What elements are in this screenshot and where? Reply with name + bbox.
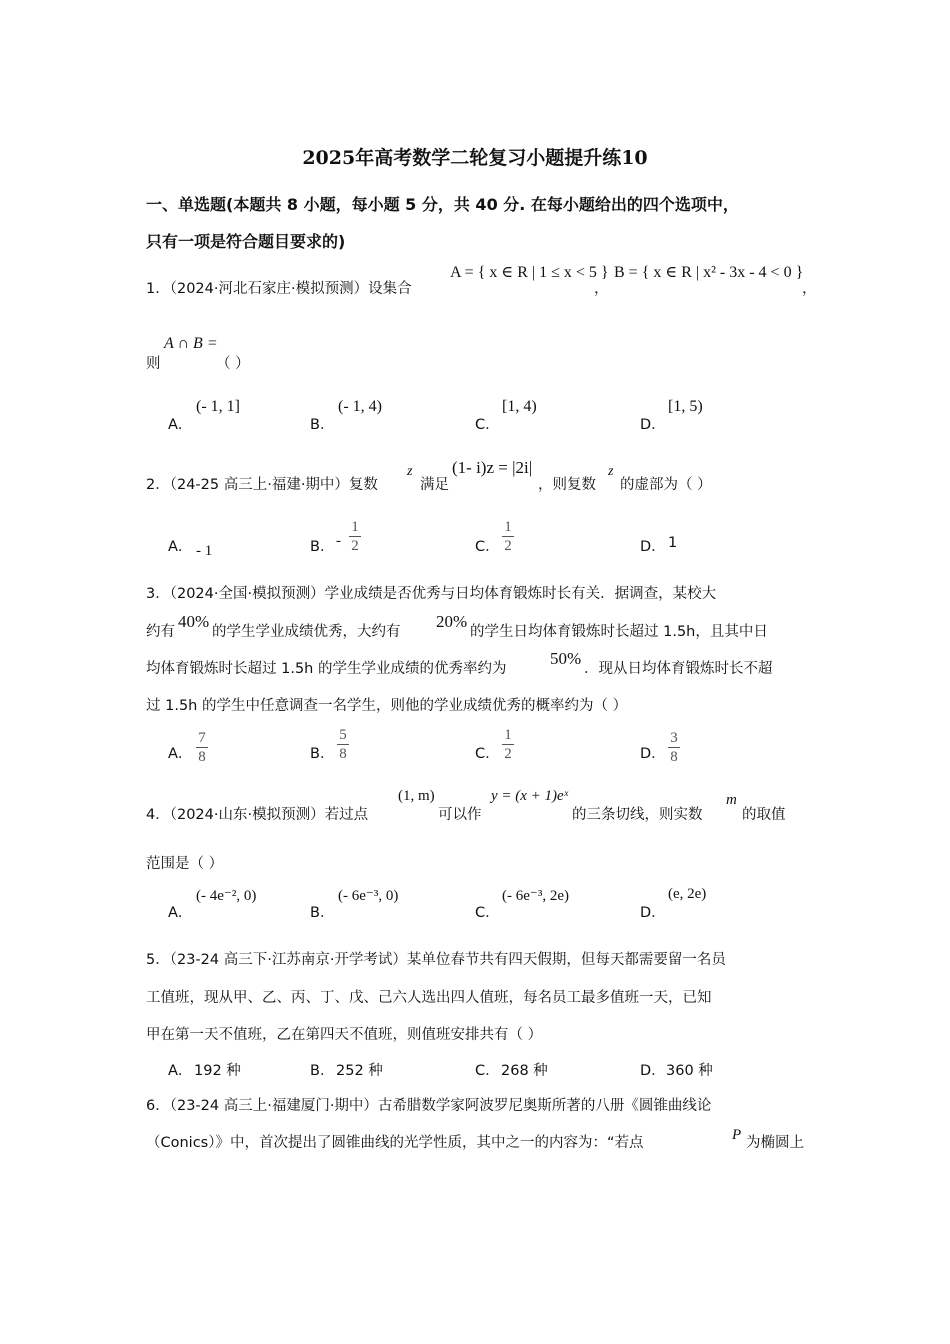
q1-comma-1: ， bbox=[594, 281, 609, 297]
q4-text-3: 的三条切线，则实数 bbox=[572, 807, 703, 823]
q2-option-d-math: 1 bbox=[668, 535, 678, 551]
q3-option-a-fraction bbox=[195, 729, 209, 766]
q1-option-a-math: (- 1, 1] bbox=[196, 398, 240, 415]
q2-option-c-fraction bbox=[501, 518, 515, 555]
q5-line-2: 工值班，现从甲、乙、丙、丁、戊、己六人选出四人值班，每名员工最多值班一天，已知 bbox=[146, 990, 712, 1006]
q6-line-2b: 为椭圆上 bbox=[746, 1135, 804, 1151]
q2-option-b-sign: - bbox=[336, 533, 341, 549]
q6-line-2a: （Conics）》中，首次提出了圆锥曲线的光学性质，其中之一的内容为：“若点 bbox=[146, 1135, 644, 1151]
q3-option-a-label[interactable]: A． bbox=[168, 746, 193, 762]
q2-text-3: ，则复数 bbox=[538, 477, 596, 493]
q5-option-c-text: 268 种 bbox=[501, 1063, 548, 1079]
q3-line-2b: 的学生学业成绩优秀，大约有 bbox=[212, 624, 401, 640]
q6-line-1: 6．（23-24 高三上·福建厦门·期中）古希腊数学家阿波罗尼奥斯所著的八册《圆锥曲线论 bbox=[146, 1098, 712, 1114]
q2-option-a-label[interactable]: A． bbox=[168, 539, 193, 555]
q2-z-2: z bbox=[608, 464, 614, 479]
q2-option-b-fraction bbox=[348, 518, 362, 555]
q3-percent-50: 50% bbox=[550, 649, 582, 668]
q1-set-a: A = { x ∈ R | 1 ≤ x < 5 } bbox=[450, 264, 609, 281]
q5-line-1: 5．（23-24 高三下·江苏南京·开学考试）某单位春节共有四天假期，但每天都需要留一名员 bbox=[146, 952, 726, 968]
q3-line-3b: ．现从日均体育锻炼时长不超 bbox=[584, 661, 773, 677]
q3-line-4: 过 1.5h 的学生中任意调查一名学生，则他的学业成绩优秀的概率约为（ ） bbox=[146, 698, 628, 714]
q1-option-c-math: [1, 4) bbox=[502, 398, 537, 415]
q2-option-c-numerator: 1 bbox=[504, 519, 512, 535]
q3-percent-20: 20% bbox=[436, 612, 468, 631]
q1-option-a-label[interactable]: A． bbox=[168, 417, 193, 433]
q3-option-b-label[interactable]: B． bbox=[310, 746, 335, 762]
q4-function: y = (x + 1)eˣ bbox=[491, 788, 568, 804]
q3-option-d-fraction bbox=[667, 729, 681, 766]
q5-option-a-label[interactable]: A． bbox=[168, 1063, 193, 1079]
q1-answer-paren: （ ） bbox=[216, 356, 250, 372]
q4-line-2: 范围是（ ） bbox=[146, 856, 224, 872]
q3-percent-40: 40% bbox=[178, 612, 210, 631]
q4-point: (1, m) bbox=[398, 788, 435, 804]
q4-option-b-math: (- 6e⁻³, 0) bbox=[338, 888, 399, 904]
section-heading-line2: 只有一项是符合题目要求的) bbox=[146, 232, 346, 251]
q3-option-b-denominator: 8 bbox=[339, 746, 347, 762]
q1-option-d-label[interactable]: D． bbox=[640, 417, 666, 433]
q4-text-4: 的取值 bbox=[742, 807, 786, 823]
q5-option-d-label[interactable]: D． bbox=[640, 1063, 666, 1079]
q1-then: 则 bbox=[146, 356, 161, 372]
q4-text-2: 可以作 bbox=[438, 807, 482, 823]
q3-option-d-denominator: 8 bbox=[670, 749, 678, 765]
q4-option-a-math: (- 4e⁻², 0) bbox=[196, 888, 257, 904]
q3-option-d-numerator: 3 bbox=[670, 730, 678, 746]
q1-option-b-label[interactable]: B． bbox=[310, 417, 335, 433]
q3-option-c-denominator: 2 bbox=[504, 746, 512, 762]
q2-option-c-label[interactable]: C． bbox=[475, 539, 500, 555]
q3-line-2c: 的学生日均体育锻炼时长超过 1.5h，且其中日 bbox=[470, 624, 768, 640]
q1-option-c-label[interactable]: C． bbox=[475, 417, 500, 433]
q3-option-a-numerator: 7 bbox=[198, 730, 206, 746]
q2-stem: 2．（24-25 高三上·福建·期中）复数 bbox=[146, 477, 378, 493]
q3-option-b-fraction bbox=[336, 726, 350, 763]
q2-equation: (1- i)z = |2i| bbox=[452, 458, 533, 477]
q6-point-p: P bbox=[732, 1127, 742, 1143]
q4-option-b-label[interactable]: B． bbox=[310, 905, 335, 921]
q5-option-d-text: 360 种 bbox=[666, 1063, 713, 1079]
q4-option-d-math: (e, 2e) bbox=[668, 886, 707, 902]
q3-option-d-label[interactable]: D． bbox=[640, 746, 666, 762]
q5-option-a-text: 192 种 bbox=[194, 1063, 241, 1079]
q2-option-b-label[interactable]: B． bbox=[310, 539, 335, 555]
q5-option-c-label[interactable]: C． bbox=[475, 1063, 500, 1079]
q4-option-d-label[interactable]: D． bbox=[640, 905, 666, 921]
q2-text-2: 满足 bbox=[420, 477, 449, 493]
page-title: 2025年高考数学二轮复习小题提升练10 bbox=[302, 147, 648, 169]
q1-comma-2: ， bbox=[802, 281, 817, 297]
q2-option-d-label[interactable]: D． bbox=[640, 539, 666, 555]
q3-option-c-numerator: 1 bbox=[504, 727, 512, 743]
q5-option-b-text: 252 种 bbox=[336, 1063, 383, 1079]
q2-option-c-denominator: 2 bbox=[504, 538, 512, 554]
q2-option-a-math: - 1 bbox=[196, 543, 213, 559]
q1-set-b: B = { x ∈ R | x² - 3x - 4 < 0 } bbox=[614, 264, 804, 281]
section-heading-line1: 一、单选题(本题共 8 小题，每小题 5 分，共 40 分. 在每小题给出的四个选项中， bbox=[146, 195, 739, 214]
q2-z-1: z bbox=[407, 464, 413, 479]
q1-expression: A ∩ B = bbox=[164, 335, 218, 352]
q3-line-2a: 约有 bbox=[146, 624, 175, 640]
q3-option-a-denominator: 8 bbox=[198, 749, 206, 765]
q3-line-1: 3．（2024·全国·模拟预测）学业成绩是否优秀与日均体育锻炼时长有关．据调查，某校大 bbox=[146, 586, 717, 602]
q3-option-b-numerator: 5 bbox=[339, 727, 347, 743]
q3-line-3a: 均体育锻炼时长超过 1.5h 的学生学业成绩的优秀率约为 bbox=[146, 661, 507, 677]
q4-option-a-label[interactable]: A． bbox=[168, 905, 193, 921]
q1-option-b-math: (- 1, 4) bbox=[338, 398, 382, 415]
q5-line-3: 甲在第一天不值班，乙在第四天不值班，则值班安排共有（ ） bbox=[146, 1027, 543, 1043]
q1-option-d-math: [1, 5) bbox=[668, 398, 703, 415]
q2-option-b-denominator: 2 bbox=[351, 538, 359, 554]
q4-option-c-label[interactable]: C． bbox=[475, 905, 500, 921]
q4-option-c-math: (- 6e⁻³, 2e) bbox=[502, 888, 569, 904]
q1-stem: 1．（2024·河北石家庄·模拟预测）设集合 bbox=[146, 281, 412, 297]
q3-option-c-label[interactable]: C． bbox=[475, 746, 500, 762]
q2-option-b-numerator: 1 bbox=[351, 519, 359, 535]
q4-stem: 4．（2024·山东·模拟预测）若过点 bbox=[146, 807, 369, 823]
q5-option-b-label[interactable]: B． bbox=[310, 1063, 335, 1079]
q2-text-4: 的虚部为（ ） bbox=[620, 477, 712, 493]
q4-m: m bbox=[726, 792, 737, 808]
q3-option-c-fraction bbox=[501, 726, 515, 763]
